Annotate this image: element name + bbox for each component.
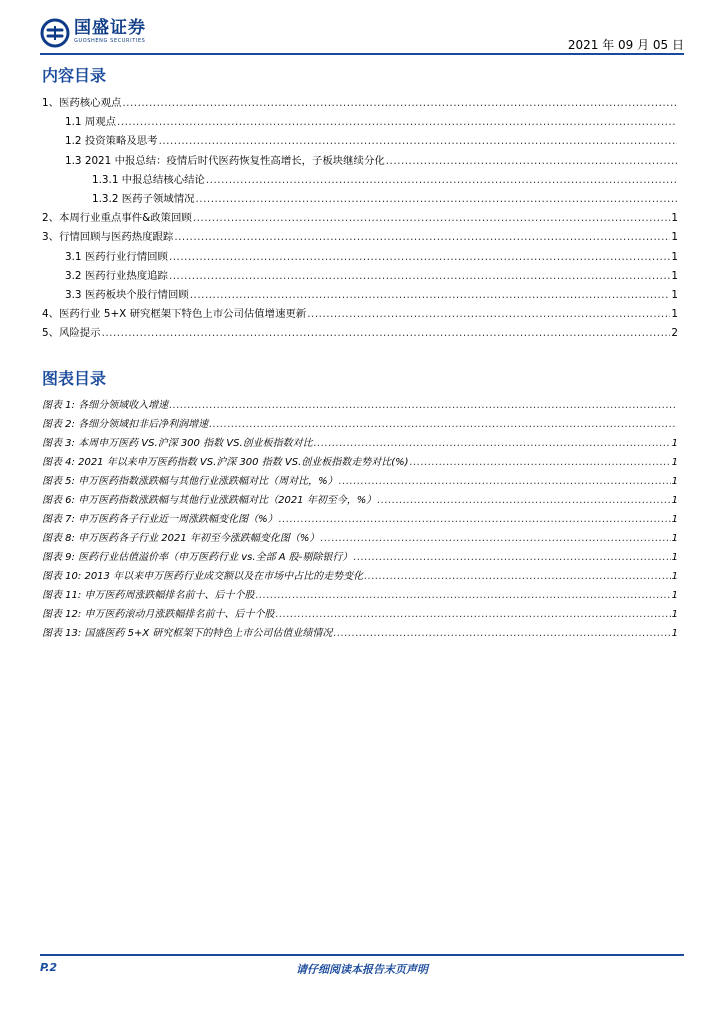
page-number: P.2 — [40, 961, 58, 974]
figure-item[interactable]: 图表 1: 各细分领域收入增速 ..... — [42, 396, 678, 415]
toc-item[interactable]: 3.1 医药行业行情回顾 ..... 1 — [42, 248, 678, 267]
toc-item[interactable]: 1.2 投资策略及思考 ..... — [42, 132, 678, 151]
figure-item[interactable]: 图表 9: 医药行业估值溢价率（申万医药行业 vs.全部 A 股-剔除银行） ..... 1 — [42, 548, 678, 567]
disclaimer-note: 请仔细阅读本报告末页声明 — [296, 963, 428, 976]
toc-item[interactable]: 3.3 医药板块个股行情回顾 ..... 1 — [42, 286, 678, 305]
toc-item[interactable]: 4、医药行业 5+X 研究框架下特色上市公司估值增速更新 ..... 1 — [42, 305, 678, 324]
toc-item[interactable]: 1.3.2 医药子领域情况 ..... — [42, 190, 678, 209]
figure-item[interactable]: 图表 13: 国盛医药 5+X 研究框架下的特色上市公司估值业绩情况 ..... 1 — [42, 624, 678, 643]
figure-item[interactable]: 图表 11: 申万医药周涨跌幅排名前十、后十个股 ..... 1 — [42, 586, 678, 605]
footer-divider — [40, 954, 684, 956]
toc-item[interactable]: 2、本周行业重点事件&政策回顾 ..... 1 — [42, 209, 678, 228]
figure-item[interactable]: 图表 8: 申万医药各子行业 2021 年初至今涨跌幅变化图（%） ..... 1 — [42, 529, 678, 548]
figure-item[interactable]: 图表 2: 各细分领域扣非后净利润增速 ..... — [42, 415, 678, 434]
report-date: 2021 年 09 月 05 日 — [567, 38, 684, 52]
toc-item[interactable]: 1、医药核心观点 ..... — [42, 94, 678, 113]
logo-english-name: GUOSHENG SECURITIES — [74, 38, 146, 44]
company-logo — [40, 18, 146, 48]
toc-item[interactable]: 1.1 周观点 ..... — [42, 113, 678, 132]
toc-item[interactable]: 1.3 2021 中报总结：疫情后时代医药恢复性高增长，子板块继续分化 ..... — [42, 152, 678, 171]
page-header — [40, 18, 684, 56]
figure-item[interactable]: 图表 4: 2021 年以来申万医药指数 VS.沪深 300 指数 VS.创业板指数走势对比(%) ..... 1 — [42, 453, 678, 472]
logo-chinese-name: 国盛证券 — [74, 18, 146, 38]
toc-item[interactable]: 3、行情回顾与医药热度跟踪 ..... 1 — [42, 228, 678, 247]
contents-list — [42, 94, 678, 343]
figure-item[interactable]: 图表 3: 本周申万医药 VS.沪深 300 指数 VS.创业板指数对比 ..... 1 — [42, 434, 678, 453]
figures-list — [42, 396, 678, 643]
contents-title: 内容目录 — [42, 66, 107, 85]
figures-title: 图表目录 — [42, 369, 107, 388]
figure-item[interactable]: 图表 10: 2013 年以来申万医药行业成交额以及在市场中占比的走势变化 ..... 1 — [42, 567, 678, 586]
toc-item[interactable]: 5、风险提示 ..... 2 — [42, 324, 678, 343]
guosheng-logo-icon — [40, 18, 70, 48]
toc-item[interactable]: 3.2 医药行业热度追踪 ..... 1 — [42, 267, 678, 286]
figure-item[interactable]: 图表 6: 申万医药指数涨跌幅与其他行业涨跌幅对比（2021 年初至今，%） ..... 1 — [42, 491, 678, 510]
figure-item[interactable]: 图表 12: 申万医药滚动月涨跌幅排名前十、后十个股 ..... 1 — [42, 605, 678, 624]
toc-item[interactable]: 1.3.1 中报总结核心结论 ..... — [42, 171, 678, 190]
header-divider — [40, 53, 684, 55]
figure-item[interactable]: 图表 7: 申万医药各子行业近一周涨跌幅变化图（%） ..... 1 — [42, 510, 678, 529]
figure-item[interactable]: 图表 5: 申万医药指数涨跌幅与其他行业涨跌幅对比（周对比，%） ..... 1 — [42, 472, 678, 491]
